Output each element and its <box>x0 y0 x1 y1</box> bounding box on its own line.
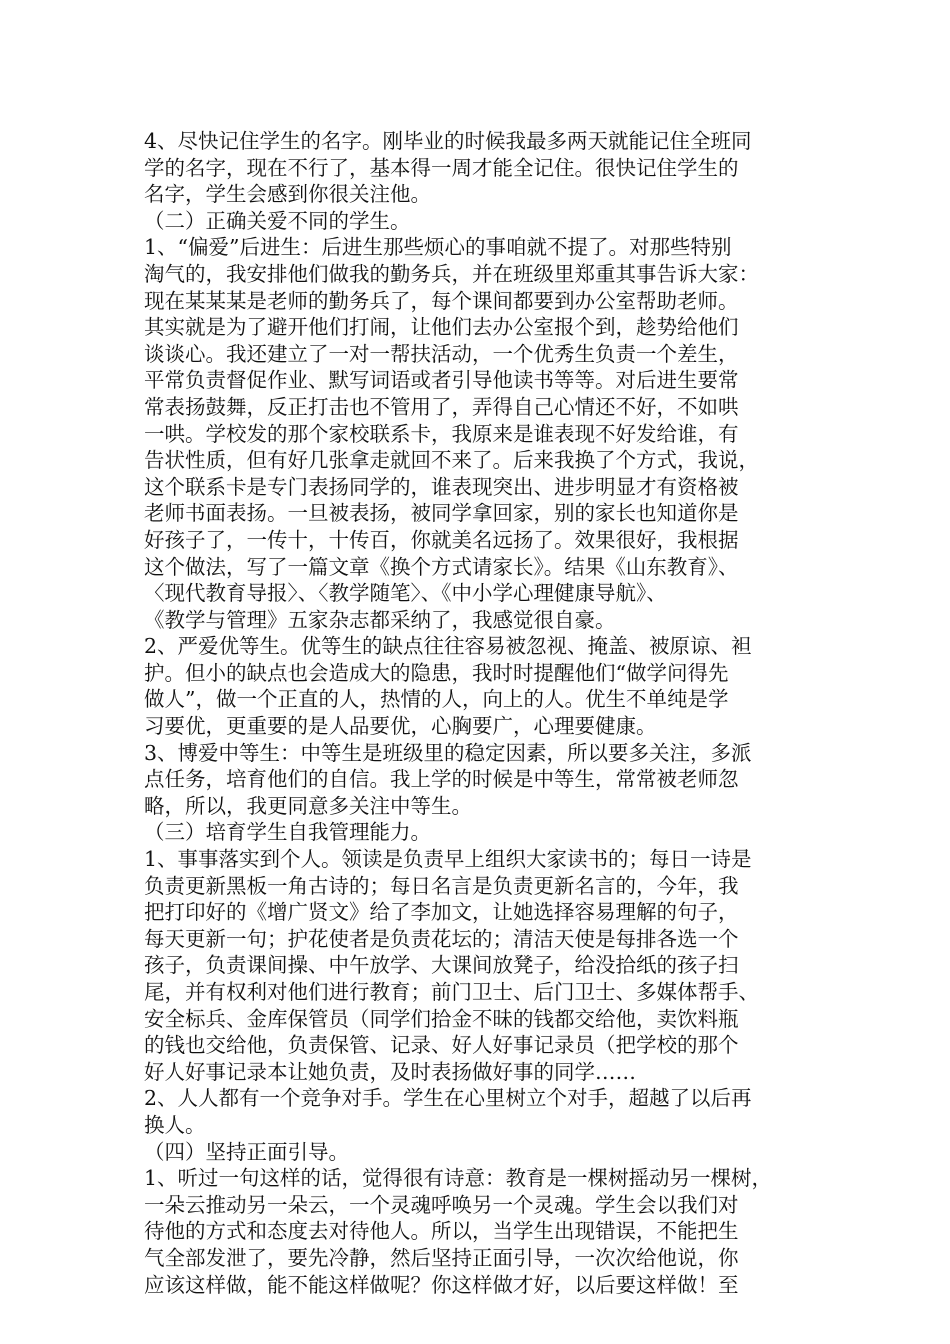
text-line: 把打印好的《增广贤文》给了李加文，让她选择容易理解的句子， <box>144 900 739 925</box>
text-line: 平常负责督促作业、默写词语或者引导他读书等等。对后进生要常 <box>144 368 739 393</box>
section-heading: （二）正确关爱不同的学生。 <box>144 208 411 233</box>
text-line: 3、博爱中等生：中等生是班级里的稳定因素，所以要多关注，多派 <box>144 740 752 765</box>
text-line: 好孩子了，一传十，十传百，你就美名远扬了。效果很好，我根据 <box>144 527 739 552</box>
text-line: 换人。 <box>144 1112 206 1137</box>
text-line: 略，所以，我更同意多关注中等生。 <box>144 793 472 818</box>
text-line: 护。但小的缺点也会造成大的隐患，我时时提醒他们“做学问得先 <box>144 660 729 685</box>
text-line: 点任务，培育他们的自信。我上学的时候是中等生，常常被老师忽 <box>144 767 739 792</box>
text-line: 名字，学生会感到你很关注他。 <box>144 182 431 207</box>
text-line: 应该这样做，能不能这样做呢？你这样做才好，以后要这样做！至 <box>144 1272 739 1297</box>
text-line: 1、“偏爱”后进生：后进生那些烦心的事咱就不提了。对那些特别 <box>144 235 732 260</box>
text-line: 做人”，做一个正直的人，热情的人，向上的人。优生不单纯是学 <box>144 687 729 712</box>
text-line: 这个做法，写了一篇文章《换个方式请家长》。结果《山东教育》、 <box>144 554 739 579</box>
text-line: 每天更新一句；护花使者是负责花坛的；清洁天使是每排各选一个 <box>144 926 739 951</box>
text-line: 《教学与管理》五家杂志都采纳了，我感觉很自豪。 <box>144 607 616 632</box>
text-line: 一哄。学校发的那个家校联系卡，我原来是谁表现不好发给谁，有 <box>144 421 739 446</box>
text-line: 一朵云推动另一朵云，一个灵魂呼唤另一个灵魂。学生会以我们对 <box>144 1192 739 1217</box>
text-line: 这个联系卡是专门表扬同学的，谁表现突出、进步明显才有资格被 <box>144 474 739 499</box>
text-line: 1、事事落实到个人。领读是负责早上组织大家读书的；每日一诗是 <box>144 847 752 872</box>
text-line: 告状性质，但有好几张拿走就回不来了。后来我换了个方式，我说， <box>144 448 759 473</box>
text-line: 的钱也交给他，负责保管、记录、好人好事记录员（把学校的那个 <box>144 1033 739 1058</box>
section-heading: （四）坚持正面引导。 <box>144 1139 349 1164</box>
text-line: 待他的方式和态度去对待他人。所以，当学生出现错误，不能把生 <box>144 1219 739 1244</box>
text-line: 谈谈心。我还建立了一对一帮扶活动，一个优秀生负责一个差生， <box>144 341 739 366</box>
document-body <box>144 128 824 1298</box>
text-line: 孩子，负责课间操、中午放学、大课间放凳子，给没拾纸的孩子扫 <box>144 953 739 978</box>
text-line: 老师书面表扬。一旦被表扬，被同学拿回家，别的家长也知道你是 <box>144 501 739 526</box>
text-line: 其实就是为了避开他们打闹，让他们去办公室报个到，趁势给他们 <box>144 315 739 340</box>
text-line: 负责更新黑板一角古诗的；每日名言是负责更新名言的，今年，我 <box>144 873 739 898</box>
text-line: 气全部发泄了，要先冷静，然后坚持正面引导，一次次给他说，你 <box>144 1245 739 1270</box>
text-line: 习要优，更重要的是人品要优，心胸要广，心理要健康。 <box>144 714 657 739</box>
text-line: 尾，并有权利对他们进行教育；前门卫士、后门卫士、多媒体帮手、 <box>144 980 759 1004</box>
text-line: 淘气的，我安排他们做我的勤务兵，并在班级里郑重其事告诉大家： <box>144 261 759 286</box>
text-line: 2、严爱优等生。优等生的缺点往往容易被忽视、掩盖、被原谅、袒 <box>144 634 752 659</box>
text-line: 4、尽快记住学生的名字。刚毕业的时候我最多两天就能记住全班同 <box>144 129 752 153</box>
section-heading: （三）培育学生自我管理能力。 <box>144 820 431 845</box>
text-line: 现在某某某是老师的勤务兵了，每个课间都要到办公室帮助老师。 <box>144 288 739 313</box>
text-line: 安全标兵、金库保管员（同学们拾金不昧的钱都交给他，卖饮料瓶 <box>144 1006 739 1031</box>
text-line: 〈现代教育导报〉、〈教学随笔〉、《中小学心理健康导航》、 <box>144 581 667 606</box>
text-line: 1、听过一句这样的话，觉得很有诗意：教育是一棵树摇动另一棵树， <box>144 1166 773 1191</box>
text-line: 好人好事记录本让她负责，及时表扬做好事的同学…… <box>144 1059 636 1084</box>
text-line: 学的名字，现在不行了，基本得一周才能全记住。很快记住学生的 <box>144 155 739 180</box>
text-line: 2、人人都有一个竞争对手。学生在心里树立个对手，超越了以后再 <box>144 1086 752 1111</box>
text-line: 常表扬鼓舞，反正打击也不管用了，弄得自己心情还不好，不如哄 <box>144 394 739 419</box>
